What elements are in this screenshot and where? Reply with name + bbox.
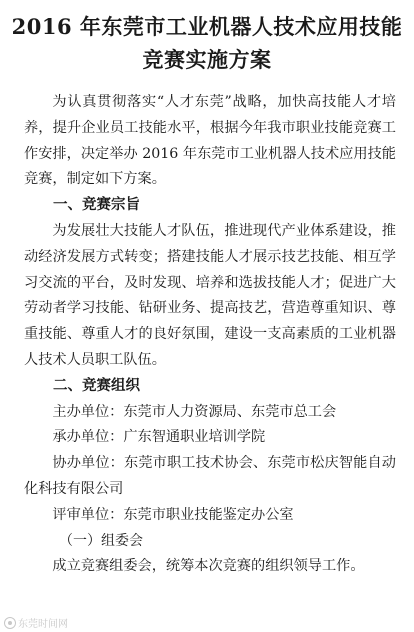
undertaker-value: 广东智通职业培训学院 (123, 429, 266, 446)
co-organizer-label: 协办单位： (52, 455, 124, 472)
committee-paragraph: 成立竞赛组委会，统筹本次竞赛的组织领导工作。 (52, 558, 365, 575)
document-body (24, 90, 396, 580)
intro-paragraph: 为认真贯彻落实“人才东莞”战略，加快高技能人才培养，提升企业员工技能水平，根据今年我市职业技能竞赛工作安排，决定举办 2016 年东莞市工业机器人技术应用技能竞赛，制定如下方案。 (24, 94, 396, 188)
reviewer-label: 评审单位： (52, 506, 124, 523)
section-1-paragraph: 为发展壮大技能人才队伍，推进现代产业体系建设，推动经济发展方式转变；搭建技能人才展示技艺技能、相互学习交流的平台，及时发现、培养和选拔技能人才；促进广大劳动者学习技能、钻研业务、提高技艺，营造尊重知识、尊重技能、尊重人才的良好氛围，建设一支高素质的工业机器人技术人员职工队伍。 (24, 222, 396, 368)
watermark-logo-icon (4, 617, 16, 629)
organizer-value: 东莞市人力资源局、东莞市总工会 (123, 403, 337, 420)
co-organizer-line (24, 451, 396, 503)
watermark-text: 东莞时间网 (18, 619, 68, 630)
undertaker-label: 承办单位： (52, 429, 124, 446)
co-organizer-value: 东莞市职工技术协会、东莞市松庆智能自动化科技有限公司 (24, 455, 396, 497)
section-1-heading: 一、竞赛宗旨 (53, 197, 140, 214)
committee-sub-heading: （一）组委会 (59, 532, 143, 549)
undertaker-line (24, 425, 396, 451)
organizer-label: 主办单位： (52, 403, 124, 420)
reviewer-line (24, 503, 396, 529)
section-2-heading: 二、竞赛组织 (53, 377, 140, 394)
title-line-1: 2016 年东莞市工业机器人技术应用技能 (11, 14, 403, 39)
document-title (0, 0, 414, 76)
watermark (4, 615, 68, 630)
reviewer-value: 东莞市职业技能鉴定办公室 (123, 506, 294, 523)
organizer-line (24, 400, 396, 426)
title-line-2: 竞赛实施方案 (142, 47, 272, 72)
